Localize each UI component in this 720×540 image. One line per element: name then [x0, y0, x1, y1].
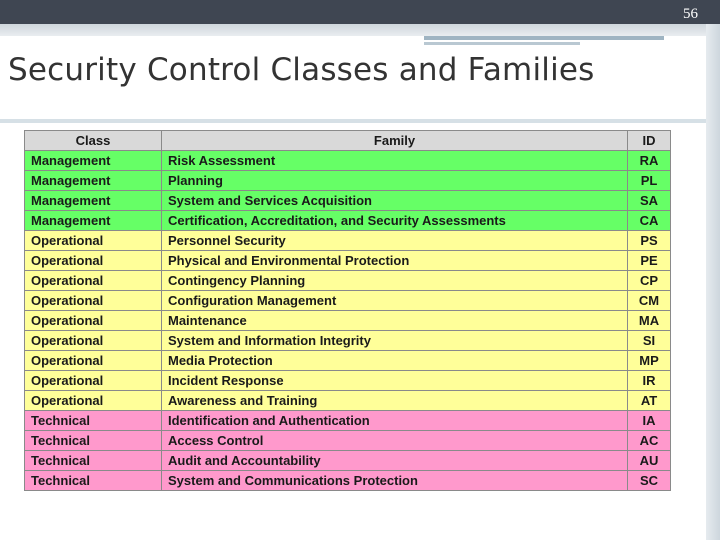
cell-class: Technical	[25, 451, 162, 471]
cell-class: Technical	[25, 411, 162, 431]
page-number: 56	[683, 6, 698, 22]
cell-family: Configuration Management	[162, 291, 628, 311]
table-row	[25, 251, 671, 271]
table-row	[25, 431, 671, 451]
table-row	[25, 151, 671, 171]
cell-id: IR	[628, 371, 671, 391]
cell-family: Maintenance	[162, 311, 628, 331]
cell-class: Management	[25, 211, 162, 231]
cell-class: Operational	[25, 311, 162, 331]
table-row	[25, 391, 671, 411]
table-row	[25, 311, 671, 331]
cell-class: Management	[25, 151, 162, 171]
cell-class: Operational	[25, 391, 162, 411]
cell-family: Certification, Accreditation, and Security Assessments	[162, 211, 628, 231]
table-row	[25, 471, 671, 491]
cell-family: Incident Response	[162, 371, 628, 391]
cell-id: CA	[628, 211, 671, 231]
cell-id: CP	[628, 271, 671, 291]
table-row	[25, 371, 671, 391]
table-header-row	[25, 131, 671, 151]
cell-family: Physical and Environmental Protection	[162, 251, 628, 271]
cell-id: AT	[628, 391, 671, 411]
cell-family: Audit and Accountability	[162, 451, 628, 471]
cell-class: Technical	[25, 431, 162, 451]
header-accent-line-secondary	[424, 42, 580, 45]
cell-class: Operational	[25, 231, 162, 251]
cell-id: MP	[628, 351, 671, 371]
cell-id: SC	[628, 471, 671, 491]
cell-family: Access Control	[162, 431, 628, 451]
table-row	[25, 211, 671, 231]
column-header-class: Class	[25, 131, 162, 151]
cell-id: CM	[628, 291, 671, 311]
cell-id: RA	[628, 151, 671, 171]
cell-class: Management	[25, 191, 162, 211]
table-row	[25, 171, 671, 191]
cell-id: PE	[628, 251, 671, 271]
cell-id: IA	[628, 411, 671, 431]
cell-class: Technical	[25, 471, 162, 491]
cell-class: Operational	[25, 371, 162, 391]
cell-id: PS	[628, 231, 671, 251]
slide-header-bar	[0, 0, 720, 24]
cell-id: MA	[628, 311, 671, 331]
cell-family: Media Protection	[162, 351, 628, 371]
cell-family: Personnel Security	[162, 231, 628, 251]
cell-family: Contingency Planning	[162, 271, 628, 291]
table-row	[25, 451, 671, 471]
cell-class: Operational	[25, 291, 162, 311]
table-row	[25, 331, 671, 351]
table-row	[25, 351, 671, 371]
slide-side-band	[706, 24, 720, 540]
cell-id: PL	[628, 171, 671, 191]
header-accent-line	[424, 36, 664, 40]
table-row	[25, 231, 671, 251]
cell-id: SI	[628, 331, 671, 351]
cell-id: AU	[628, 451, 671, 471]
cell-family: System and Information Integrity	[162, 331, 628, 351]
table-row	[25, 291, 671, 311]
table-row	[25, 411, 671, 431]
table-row	[25, 191, 671, 211]
cell-id: SA	[628, 191, 671, 211]
cell-family: System and Communications Protection	[162, 471, 628, 491]
slide-title: Security Control Classes and Families	[8, 52, 595, 88]
cell-id: AC	[628, 431, 671, 451]
header-accent-band	[0, 24, 720, 36]
column-header-family: Family	[162, 131, 628, 151]
cell-family: Planning	[162, 171, 628, 191]
table-row	[25, 271, 671, 291]
cell-family: Identification and Authentication	[162, 411, 628, 431]
cell-family: Risk Assessment	[162, 151, 628, 171]
table-body	[25, 151, 671, 491]
cell-family: System and Services Acquisition	[162, 191, 628, 211]
column-header-id: ID	[628, 131, 671, 151]
title-divider	[0, 119, 706, 123]
cell-class: Management	[25, 171, 162, 191]
cell-class: Operational	[25, 351, 162, 371]
cell-class: Operational	[25, 271, 162, 291]
cell-family: Awareness and Training	[162, 391, 628, 411]
cell-class: Operational	[25, 331, 162, 351]
security-controls-table	[24, 130, 671, 491]
cell-class: Operational	[25, 251, 162, 271]
